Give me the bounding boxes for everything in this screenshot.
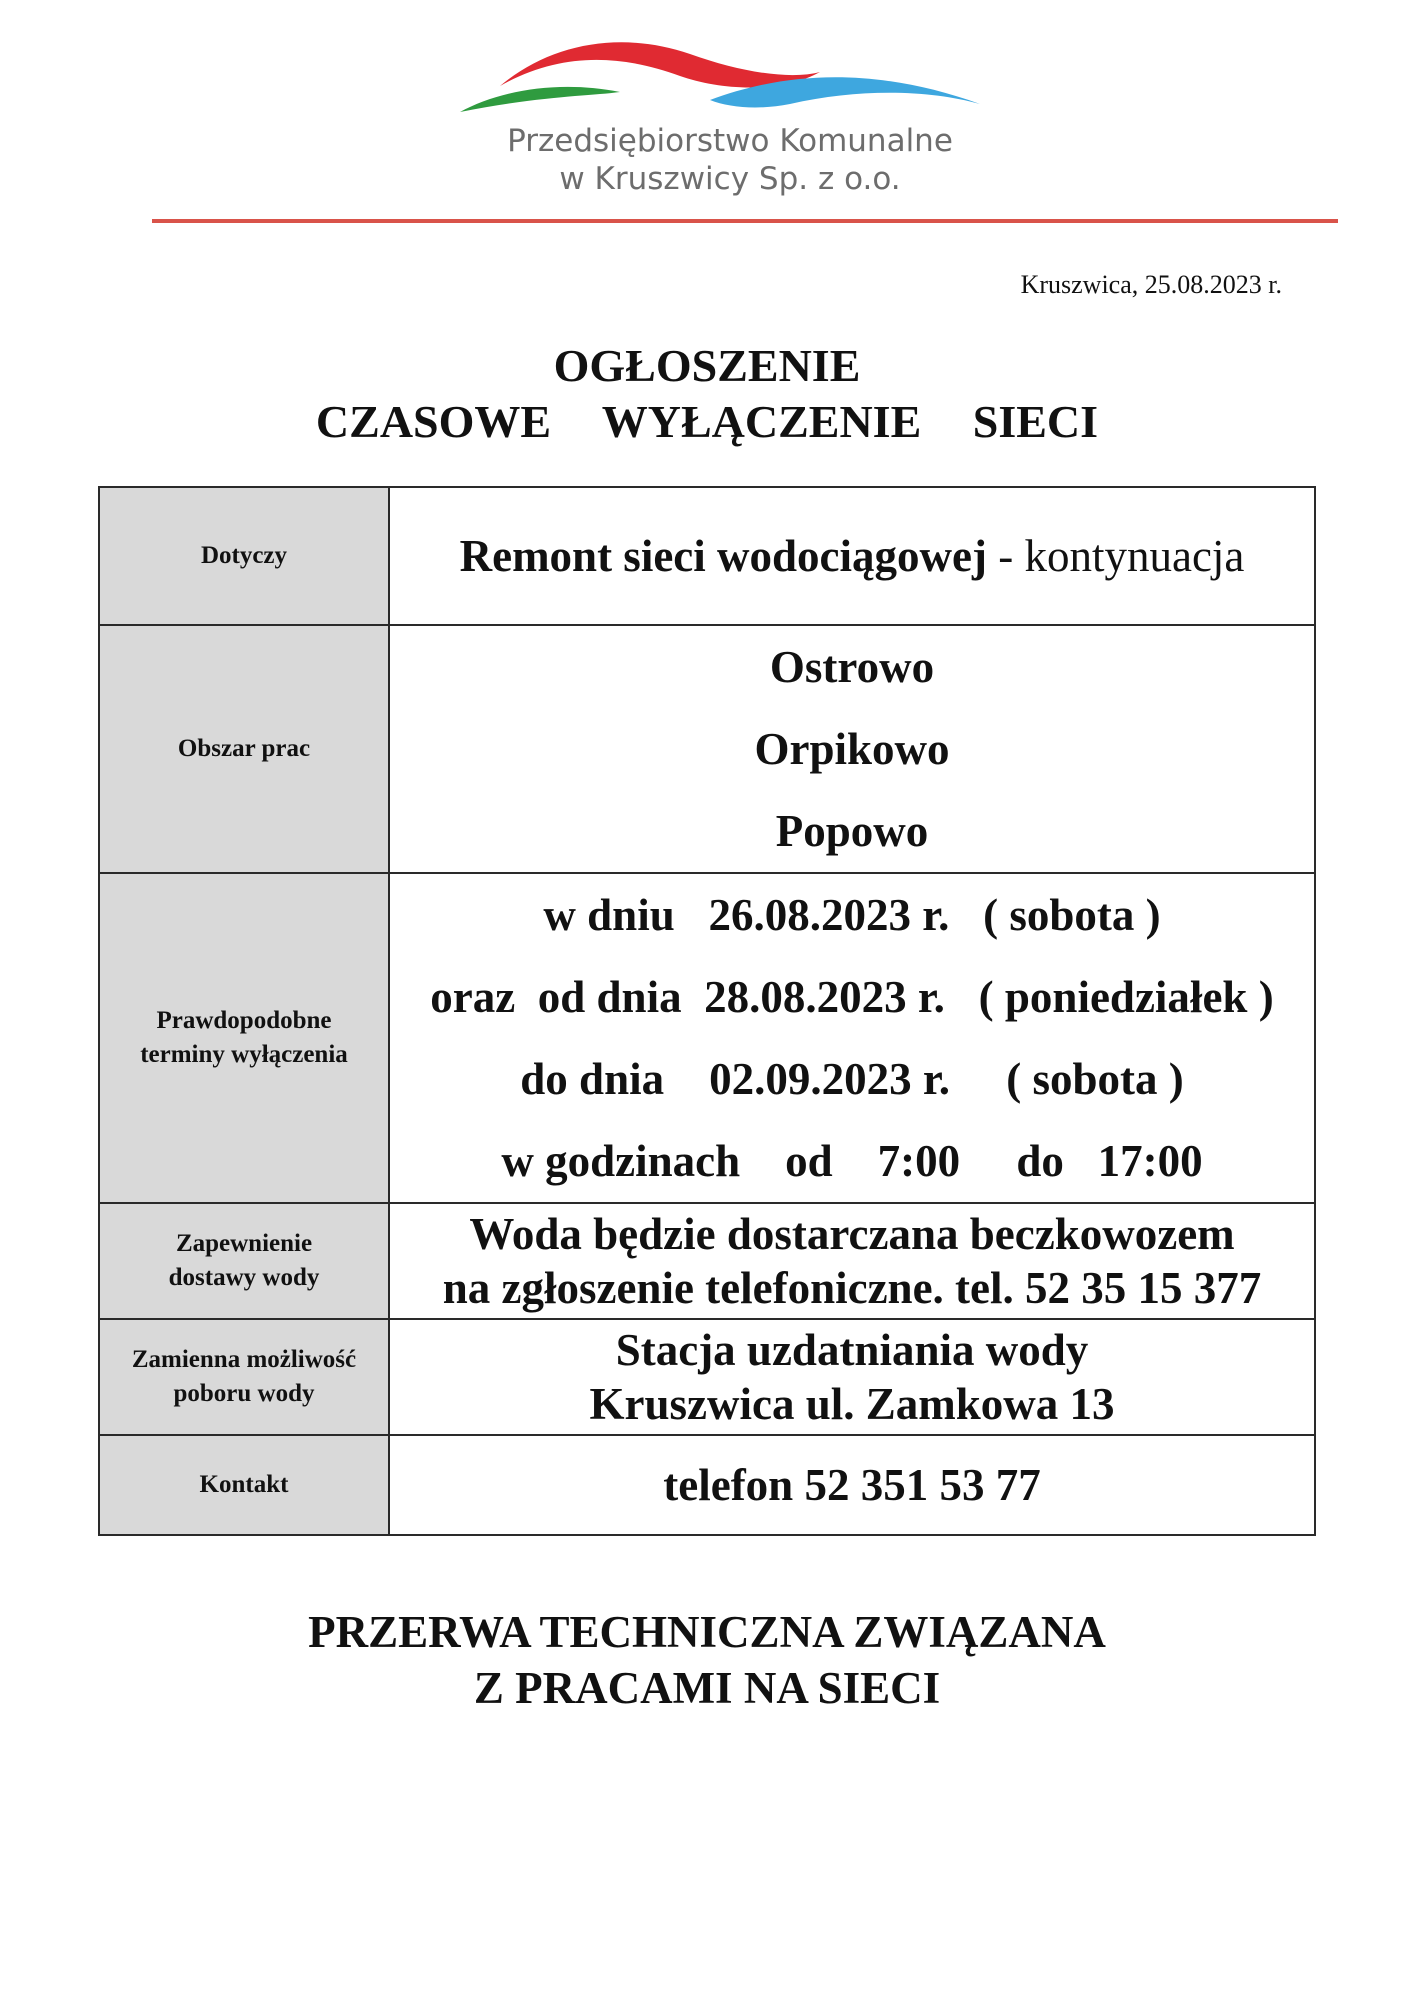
- dotyczy-suffix-text: - kontynuacja: [998, 531, 1245, 581]
- table-row-kontakt: [99, 1435, 1315, 1535]
- document-date: Kruszwica, 25.08.2023 r.: [1020, 270, 1282, 299]
- label-dostawy-line2: dostawy wody: [168, 1264, 320, 1291]
- value-obszar: [389, 625, 1315, 873]
- title-line2: CZASOWE WYŁĄCZENIE SIECI: [315, 396, 1099, 447]
- label-dostawy: [99, 1203, 389, 1319]
- label-dotyczy: Dotyczy: [99, 487, 389, 625]
- label-dostawy-line1: Zapewnienie: [175, 1230, 313, 1257]
- area-place: Orpikowo: [754, 724, 950, 774]
- announcement-table: [98, 486, 1316, 1536]
- area-place: Ostrowo: [769, 642, 935, 692]
- title-line1: OGŁOSZENIE: [553, 340, 861, 391]
- company-logo: [460, 34, 1020, 204]
- dostawy-line2: na zgłoszenie telefoniczne. tel. 52 35 15 377: [442, 1263, 1262, 1313]
- label-terminy-line2: terminy wyłączenia: [140, 1041, 348, 1068]
- logo-waves-icon: [460, 34, 1020, 124]
- label-kontakt: Kontakt: [99, 1435, 389, 1535]
- term-line: w dniu 26.08.2023 r. ( sobota ): [543, 890, 1161, 940]
- footer-line1: PRZERWA TECHNICZNA ZWIĄZANA: [308, 1607, 1106, 1657]
- table-row-obszar: [99, 625, 1315, 873]
- header-divider: [152, 219, 1338, 223]
- term-line: do dnia 02.09.2023 r. ( sobota ): [520, 1054, 1184, 1104]
- footer-notice: [0, 1604, 1414, 1716]
- logo-green-wave: [460, 87, 620, 112]
- table-row-terminy: [99, 873, 1315, 1203]
- dotyczy-main-text: Remont sieci wodociągowej: [459, 531, 987, 581]
- logo-red-wave: [500, 42, 820, 87]
- area-place: Popowo: [775, 806, 929, 856]
- footer-line2: Z PRACAMI NA SIECI: [473, 1663, 941, 1713]
- table-row-dostawy: [99, 1203, 1315, 1319]
- term-line: w godzinach od 7:00 do 17:00: [501, 1136, 1203, 1186]
- value-terminy: [389, 873, 1315, 1203]
- label-pobor-line2: poboru wody: [173, 1380, 315, 1407]
- pobor-line2: Kruszwica ul. Zamkowa 13: [589, 1379, 1115, 1429]
- pobor-line1: Stacja uzdatniania wody: [615, 1325, 1089, 1375]
- value-dostawy: [389, 1203, 1315, 1319]
- value-pobor: [389, 1319, 1315, 1435]
- label-pobor: [99, 1319, 389, 1435]
- company-name-line1: Przedsiębiorstwo Komunalne: [507, 123, 953, 159]
- label-obszar: Obszar prac: [99, 625, 389, 873]
- label-pobor-line1: Zamienna możliwość: [131, 1346, 357, 1373]
- table-row-pobor: [99, 1319, 1315, 1435]
- term-line: oraz od dnia 28.08.2023 r. ( poniedziałek ): [430, 972, 1274, 1022]
- label-terminy: [99, 873, 389, 1203]
- document-title: [0, 338, 1414, 450]
- table-row-dotyczy: [99, 487, 1315, 625]
- value-dotyczy: [389, 487, 1315, 625]
- label-terminy-line1: Prawdopodobne: [156, 1007, 332, 1034]
- dostawy-line1: Woda będzie dostarczana beczkowozem: [469, 1209, 1235, 1259]
- company-name-line2: w Kruszwicy Sp. z o.o.: [559, 161, 901, 197]
- value-kontakt: telefon 52 351 53 77: [389, 1435, 1315, 1535]
- company-name: [460, 122, 1000, 198]
